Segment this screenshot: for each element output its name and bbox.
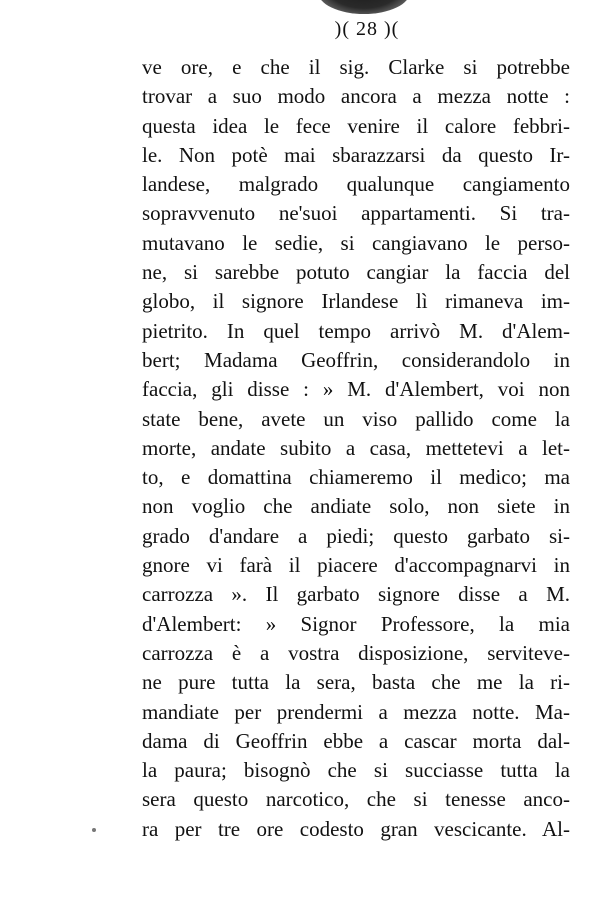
ink-stain bbox=[318, 0, 410, 14]
text-line: landese, malgrado qualunque cangiamento bbox=[142, 172, 570, 197]
text-line: ne pure tutta la sera, basta che me la ri- bbox=[142, 670, 570, 695]
text-line: trovar a suo modo ancora a mezza notte : bbox=[142, 84, 570, 109]
text-line: carrozza ». Il garbato signore disse a M. bbox=[142, 582, 570, 607]
text-line: mutavano le sedie, si cangiavano le perso- bbox=[142, 230, 570, 255]
text-line: questa idea le fece venire il calore febbri- bbox=[142, 113, 570, 138]
text-line: globo, il signore Irlandese lì rimaneva im- bbox=[142, 289, 570, 314]
text-line: d'Alembert: » Signor Professore, la mia bbox=[142, 611, 570, 636]
text-line: ra per tre ore codesto gran vescicante. Al- bbox=[142, 816, 570, 841]
text-line: faccia, gli disse : » M. d'Alembert, voi non bbox=[142, 377, 570, 402]
text-line: le. Non potè mai sbarazzarsi da questo Ir- bbox=[142, 142, 570, 167]
text-line: carrozza è a vostra disposizione, serviteve- bbox=[142, 640, 570, 665]
text-line: ve ore, e che il sig. Clarke si potrebbe bbox=[142, 55, 570, 79]
text-line: sopravvenuto ne'suoi appartamenti. Si tra- bbox=[142, 201, 570, 226]
body-text bbox=[142, 53, 570, 844]
text-line: to, e domattina chiameremo il medico; ma bbox=[142, 465, 570, 490]
text-line: state bene, avete un viso pallido come la bbox=[142, 406, 570, 431]
text-line: bert; Madama Geoffrin, considerandolo in bbox=[142, 347, 570, 372]
text-line: sera questo narcotico, che si tenesse anco- bbox=[142, 787, 570, 812]
text-line: mandiate per prendermi a mezza notte. Ma- bbox=[142, 699, 570, 724]
page-number: )( 28 )( bbox=[334, 18, 400, 40]
text-line: ne, si sarebbe potuto cangiar la faccia del bbox=[142, 260, 570, 285]
text-line: gnore vi farà il piacere d'accompagnarvi in bbox=[142, 553, 570, 578]
text-line: grado d'andare a piedi; questo garbato si- bbox=[142, 523, 570, 548]
text-line: morte, andate subito a casa, mettetevi a let- bbox=[142, 435, 570, 460]
text-line: non voglio che andiate solo, non siete in bbox=[142, 494, 570, 519]
text-line: pietrito. In quel tempo arrivò M. d'Alem- bbox=[142, 318, 570, 343]
paper-speck bbox=[92, 828, 96, 832]
text-line: la paura; bisognò che si succiasse tutta la bbox=[142, 758, 570, 783]
text-line: dama di Geoffrin ebbe a cascar morta dal- bbox=[142, 728, 570, 753]
